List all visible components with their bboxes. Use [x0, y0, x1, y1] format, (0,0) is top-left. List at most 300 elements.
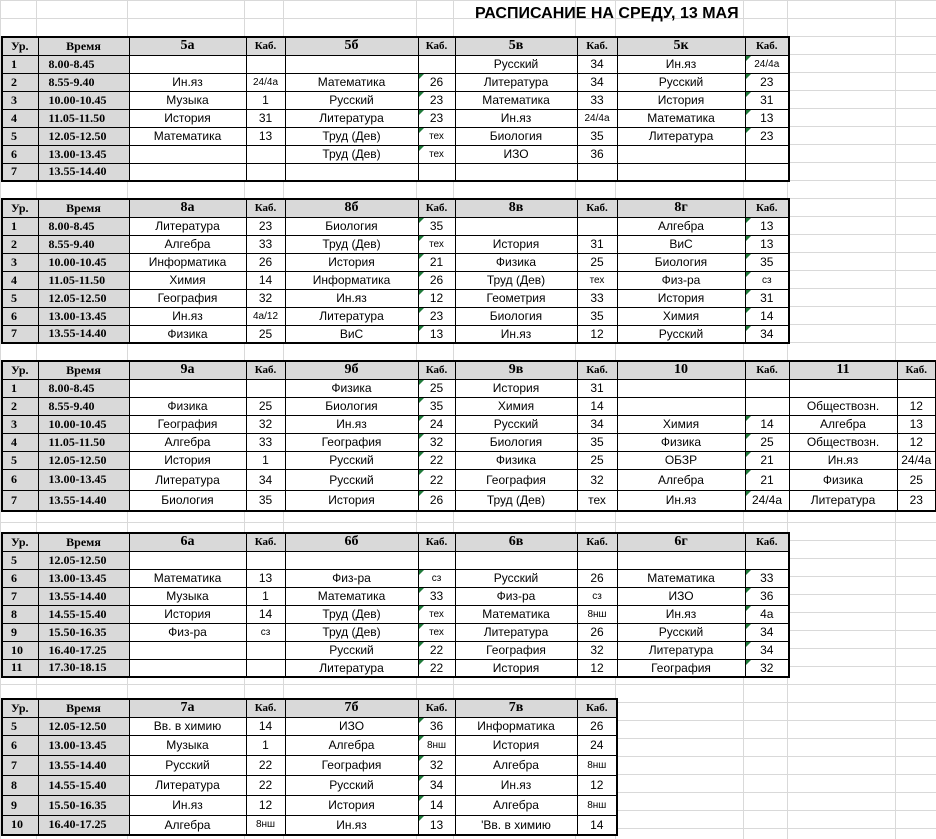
header-row: [2, 199, 789, 217]
subject-cell: ВиС: [617, 235, 745, 253]
class-header: 6г: [617, 533, 745, 551]
subject-cell: История: [129, 109, 246, 127]
subject-cell: Математика: [455, 91, 577, 109]
lesson-number: 1: [2, 217, 38, 235]
lesson-number: 7: [2, 587, 38, 605]
room-cell: 24: [577, 735, 617, 755]
lesson-time: 12.05-12.50: [38, 127, 129, 145]
room-cell: 23: [418, 109, 455, 127]
room-cell: 14: [745, 415, 789, 433]
room-cell: тех: [418, 235, 455, 253]
subject-cell: Труд (Дев): [285, 235, 418, 253]
room-header: Каб.: [745, 361, 789, 379]
room-cell: 14: [418, 795, 455, 815]
lesson-time: 15.50-16.35: [38, 623, 129, 641]
table-row: [2, 145, 789, 163]
room-cell: 24/4а: [897, 451, 936, 469]
subject-cell: Русский: [455, 415, 577, 433]
subject-cell: История: [455, 659, 577, 677]
lesson-time: 13.00-13.45: [38, 307, 129, 325]
subject-cell: Труд (Дев): [285, 623, 418, 641]
class-header: 10: [617, 361, 745, 379]
subject-cell: Физика: [129, 397, 246, 415]
lesson-number: 6: [2, 569, 38, 587]
room-cell: 31: [577, 235, 617, 253]
table-row: [2, 795, 617, 815]
lesson-time: 13.55-14.40: [38, 163, 129, 181]
lesson-number: 7: [2, 755, 38, 775]
subject-cell: Информатика: [129, 253, 246, 271]
subject-cell: Литература: [617, 641, 745, 659]
room-header: Каб.: [246, 199, 285, 217]
lesson-time: 13.55-14.40: [38, 755, 129, 775]
room-cell: [418, 163, 455, 181]
room-cell: 13: [418, 815, 455, 835]
room-cell: 34: [745, 325, 789, 343]
class-header: 9в: [455, 361, 577, 379]
subject-cell: Литература: [789, 490, 897, 511]
room-cell: 26: [418, 73, 455, 91]
subject-cell: Литература: [129, 469, 246, 490]
subject-cell: Ин.яз: [455, 325, 577, 343]
header-row: [2, 361, 936, 379]
room-cell: 23: [418, 307, 455, 325]
table-row: [2, 735, 617, 755]
room-cell: 22: [418, 469, 455, 490]
room-header: Каб.: [246, 533, 285, 551]
lesson-time: 13.00-13.45: [38, 469, 129, 490]
subject-cell: [129, 379, 246, 397]
room-cell: 8нш: [577, 605, 617, 623]
room-cell: 12: [246, 795, 285, 815]
table-row: [2, 289, 789, 307]
subject-cell: Труд (Дев): [455, 490, 577, 511]
lesson-number: 5: [2, 127, 38, 145]
class-header: 8в: [455, 199, 577, 217]
lesson-time: 13.55-14.40: [38, 325, 129, 343]
lesson-number: 9: [2, 623, 38, 641]
header-row: [2, 37, 789, 55]
room-cell: [745, 379, 789, 397]
lesson-number-header: Ур.: [2, 37, 38, 55]
subject-cell: Обществозн.: [789, 433, 897, 451]
subject-cell: Информатика: [455, 717, 577, 735]
subject-cell: Физика: [455, 253, 577, 271]
room-cell: 4а/12: [246, 307, 285, 325]
lesson-time: 16.40-17.25: [38, 641, 129, 659]
room-header: Каб.: [577, 361, 617, 379]
lesson-number: 2: [2, 235, 38, 253]
room-cell: 14: [745, 307, 789, 325]
class-header: 7а: [129, 699, 246, 717]
room-cell: 32: [246, 289, 285, 307]
room-header: Каб.: [745, 199, 789, 217]
room-cell: 14: [577, 815, 617, 835]
lesson-number: 9: [2, 795, 38, 815]
room-cell: 13: [745, 235, 789, 253]
subject-cell: Русский: [617, 325, 745, 343]
subject-cell: [285, 163, 418, 181]
subject-cell: Обществозн.: [789, 397, 897, 415]
subject-cell: Биология: [455, 307, 577, 325]
room-cell: 22: [246, 775, 285, 795]
room-header: Каб.: [577, 533, 617, 551]
subject-cell: ИЗО: [455, 145, 577, 163]
class-header: 5б: [285, 37, 418, 55]
subject-cell: [285, 551, 418, 569]
room-cell: 26: [577, 623, 617, 641]
subject-cell: ИЗО: [617, 587, 745, 605]
table-row: [2, 641, 789, 659]
subject-cell: История: [455, 379, 577, 397]
room-cell: 32: [418, 433, 455, 451]
lesson-number: 10: [2, 815, 38, 835]
subject-cell: Русский: [285, 469, 418, 490]
table-row: [2, 605, 789, 623]
room-cell: 24: [418, 415, 455, 433]
table-row: [2, 55, 789, 73]
room-cell: 34: [246, 469, 285, 490]
subject-cell: Русский: [285, 641, 418, 659]
time-header: Время: [38, 699, 129, 717]
room-cell: 36: [577, 145, 617, 163]
time-header: Время: [38, 361, 129, 379]
subject-cell: История: [285, 490, 418, 511]
room-cell: 35: [246, 490, 285, 511]
subject-cell: Физика: [129, 325, 246, 343]
subject-cell: Физика: [285, 379, 418, 397]
room-cell: 32: [745, 659, 789, 677]
subject-cell: ВиС: [285, 325, 418, 343]
lesson-number: 6: [2, 735, 38, 755]
room-cell: 14: [246, 271, 285, 289]
subject-cell: История: [617, 289, 745, 307]
room-cell: [577, 163, 617, 181]
room-cell: 26: [418, 490, 455, 511]
subject-cell: История: [129, 451, 246, 469]
class-header: 6в: [455, 533, 577, 551]
room-cell: сз: [745, 271, 789, 289]
room-cell: тех: [577, 271, 617, 289]
room-cell: 23: [745, 73, 789, 91]
subject-cell: ИЗО: [285, 717, 418, 735]
time-header: Время: [38, 199, 129, 217]
table-row: [2, 163, 789, 181]
room-cell: 25: [745, 433, 789, 451]
subject-cell: Ин.яз: [617, 55, 745, 73]
room-cell: сз: [246, 623, 285, 641]
subject-cell: Математика: [285, 587, 418, 605]
class-header: 5к: [617, 37, 745, 55]
time-header: Время: [38, 37, 129, 55]
lesson-number: 1: [2, 55, 38, 73]
room-cell: 13: [418, 325, 455, 343]
subject-cell: Труд (Дев): [285, 605, 418, 623]
room-cell: 26: [246, 253, 285, 271]
subject-cell: История: [617, 91, 745, 109]
table-row: [2, 325, 789, 343]
room-cell: 33: [577, 289, 617, 307]
lesson-time: 12.05-12.50: [38, 451, 129, 469]
room-cell: 33: [418, 587, 455, 605]
subject-cell: Литература: [129, 775, 246, 795]
class-header: 7б: [285, 699, 418, 717]
page-title: РАСПИСАНИЕ НА СРЕДУ, 13 МАЯ: [475, 5, 739, 22]
subject-cell: Математика: [129, 569, 246, 587]
room-cell: 23: [897, 490, 936, 511]
table-row: [2, 415, 936, 433]
room-cell: 4а: [745, 605, 789, 623]
subject-cell: Русский: [617, 73, 745, 91]
subject-cell: Биология: [455, 127, 577, 145]
room-cell: 35: [745, 253, 789, 271]
lesson-time: 8.55-9.40: [38, 73, 129, 91]
subject-cell: История: [455, 235, 577, 253]
room-cell: 23: [246, 217, 285, 235]
subject-cell: Ин.яз: [129, 795, 246, 815]
room-header: Каб.: [418, 199, 455, 217]
class-header: 7в: [455, 699, 577, 717]
subject-cell: Математика: [455, 605, 577, 623]
lesson-number: 6: [2, 145, 38, 163]
room-cell: тех: [418, 623, 455, 641]
table-row: [2, 469, 936, 490]
room-header: Каб.: [745, 37, 789, 55]
subject-cell: Труд (Дев): [455, 271, 577, 289]
room-cell: 14: [246, 717, 285, 735]
schedule-table: [1, 532, 790, 678]
subject-cell: Информатика: [285, 271, 418, 289]
subject-cell: Физика: [617, 433, 745, 451]
table-row: [2, 217, 789, 235]
subject-cell: [455, 551, 577, 569]
class-header: 11: [789, 361, 897, 379]
room-cell: 34: [418, 775, 455, 795]
subject-cell: [617, 163, 745, 181]
schedule-table: [1, 360, 936, 512]
schedule-table: [1, 36, 790, 182]
header-row: [2, 533, 789, 551]
lesson-time: 10.00-10.45: [38, 253, 129, 271]
lesson-time: 17.30-18.15: [38, 659, 129, 677]
room-cell: [246, 641, 285, 659]
class-header: 6а: [129, 533, 246, 551]
table-row: [2, 127, 789, 145]
room-cell: 24/4а: [577, 109, 617, 127]
subject-cell: [617, 551, 745, 569]
room-cell: 25: [418, 379, 455, 397]
subject-cell: Литература: [617, 127, 745, 145]
room-cell: 8нш: [418, 735, 455, 755]
room-cell: 23: [418, 91, 455, 109]
lesson-time: 11.05-11.50: [38, 271, 129, 289]
subject-cell: Литература: [455, 73, 577, 91]
lesson-time: 16.40-17.25: [38, 815, 129, 835]
room-cell: 22: [418, 641, 455, 659]
room-cell: 35: [577, 127, 617, 145]
room-header: Каб.: [577, 699, 617, 717]
room-cell: 35: [418, 397, 455, 415]
lesson-number: 7: [2, 490, 38, 511]
subject-cell: Ин.яз: [455, 109, 577, 127]
table-row: [2, 433, 936, 451]
lesson-number: 6: [2, 307, 38, 325]
room-cell: 26: [577, 569, 617, 587]
lesson-time: 12.05-12.50: [38, 551, 129, 569]
subject-cell: История: [129, 605, 246, 623]
subject-cell: Русский: [285, 451, 418, 469]
subject-cell: Химия: [455, 397, 577, 415]
table-row: [2, 397, 936, 415]
room-cell: 12: [418, 289, 455, 307]
subject-cell: [617, 379, 745, 397]
room-header: Каб.: [577, 199, 617, 217]
subject-cell: Труд (Дев): [285, 127, 418, 145]
room-cell: 36: [418, 717, 455, 735]
subject-cell: Русский: [455, 55, 577, 73]
subject-cell: Геометрия: [455, 289, 577, 307]
room-cell: 13: [745, 217, 789, 235]
room-cell: [246, 379, 285, 397]
lesson-time: 12.05-12.50: [38, 289, 129, 307]
lesson-time: 8.55-9.40: [38, 235, 129, 253]
lesson-time: 8.00-8.45: [38, 379, 129, 397]
room-header: Каб.: [246, 699, 285, 717]
subject-cell: Физ-ра: [129, 623, 246, 641]
room-cell: 1: [246, 451, 285, 469]
room-cell: 26: [418, 271, 455, 289]
subject-cell: Литература: [285, 307, 418, 325]
subject-cell: География: [285, 433, 418, 451]
subject-cell: Литература: [129, 217, 246, 235]
room-cell: [745, 163, 789, 181]
table-row: [2, 379, 936, 397]
lesson-number: 3: [2, 91, 38, 109]
table-row: [2, 253, 789, 271]
lesson-time: 10.00-10.45: [38, 91, 129, 109]
subject-cell: Ин.яз: [129, 307, 246, 325]
subject-cell: Математика: [285, 73, 418, 91]
subject-cell: Ин.яз: [789, 451, 897, 469]
subject-cell: Математика: [617, 569, 745, 587]
subject-cell: Алгебра: [129, 235, 246, 253]
subject-cell: Биология: [617, 253, 745, 271]
lesson-time: 8.55-9.40: [38, 397, 129, 415]
subject-cell: Биология: [129, 490, 246, 511]
room-header: Каб.: [418, 37, 455, 55]
subject-cell: Биология: [455, 433, 577, 451]
room-header: Каб.: [577, 37, 617, 55]
room-cell: 24/4а: [246, 73, 285, 91]
subject-cell: Вв. в химию: [129, 717, 246, 735]
room-cell: 26: [577, 717, 617, 735]
lesson-number: 5: [2, 717, 38, 735]
subject-cell: Физ-ра: [617, 271, 745, 289]
subject-cell: География: [129, 289, 246, 307]
room-cell: [745, 145, 789, 163]
header-row: [2, 699, 617, 717]
room-cell: 34: [745, 641, 789, 659]
room-cell: 1: [246, 91, 285, 109]
room-cell: [418, 55, 455, 73]
class-header: 5а: [129, 37, 246, 55]
subject-cell: География: [129, 415, 246, 433]
room-cell: 33: [745, 569, 789, 587]
room-cell: [745, 397, 789, 415]
table-row: [2, 815, 617, 835]
subject-cell: Русский: [129, 755, 246, 775]
subject-cell: География: [455, 469, 577, 490]
room-cell: 32: [577, 469, 617, 490]
subject-cell: Алгебра: [129, 815, 246, 835]
lesson-number: 5: [2, 451, 38, 469]
time-header: Время: [38, 533, 129, 551]
lesson-number: 4: [2, 271, 38, 289]
room-cell: [246, 163, 285, 181]
room-header: Каб.: [418, 699, 455, 717]
lesson-time: 10.00-10.45: [38, 415, 129, 433]
subject-cell: [617, 397, 745, 415]
lesson-time: 14.55-15.40: [38, 775, 129, 795]
subject-cell: Биология: [285, 397, 418, 415]
room-cell: 1: [246, 587, 285, 605]
room-cell: 21: [745, 469, 789, 490]
table-row: [2, 490, 936, 511]
table-row: [2, 551, 789, 569]
table-row: [2, 91, 789, 109]
room-cell: 23: [745, 127, 789, 145]
subject-cell: Ин.яз: [455, 775, 577, 795]
room-cell: 22: [418, 659, 455, 677]
lesson-time: 15.50-16.35: [38, 795, 129, 815]
lesson-number: 7: [2, 325, 38, 343]
room-cell: 25: [897, 469, 936, 490]
subject-cell: [789, 379, 897, 397]
subject-cell: [129, 55, 246, 73]
room-cell: [246, 551, 285, 569]
subject-cell: Музыка: [129, 587, 246, 605]
lesson-number: 4: [2, 433, 38, 451]
subject-cell: [455, 217, 577, 235]
subject-cell: [129, 145, 246, 163]
table-row: [2, 73, 789, 91]
room-cell: 31: [577, 379, 617, 397]
table-row: [2, 587, 789, 605]
room-cell: 34: [577, 55, 617, 73]
subject-cell: [129, 551, 246, 569]
room-cell: 32: [418, 755, 455, 775]
lesson-number: 6: [2, 469, 38, 490]
lesson-number-header: Ур.: [2, 533, 38, 551]
lesson-number: 2: [2, 397, 38, 415]
room-cell: 22: [418, 451, 455, 469]
class-header: 8б: [285, 199, 418, 217]
room-cell: 12: [577, 659, 617, 677]
subject-cell: [129, 659, 246, 677]
subject-cell: Русский: [285, 775, 418, 795]
room-cell: сз: [418, 569, 455, 587]
table-row: [2, 775, 617, 795]
lesson-time: 11.05-11.50: [38, 433, 129, 451]
subject-cell: Математика: [129, 127, 246, 145]
room-cell: 31: [246, 109, 285, 127]
room-cell: 25: [577, 451, 617, 469]
lesson-number-header: Ур.: [2, 199, 38, 217]
lesson-number: 5: [2, 551, 38, 569]
table-row: [2, 451, 936, 469]
subject-cell: Литература: [285, 659, 418, 677]
subject-cell: Физика: [789, 469, 897, 490]
